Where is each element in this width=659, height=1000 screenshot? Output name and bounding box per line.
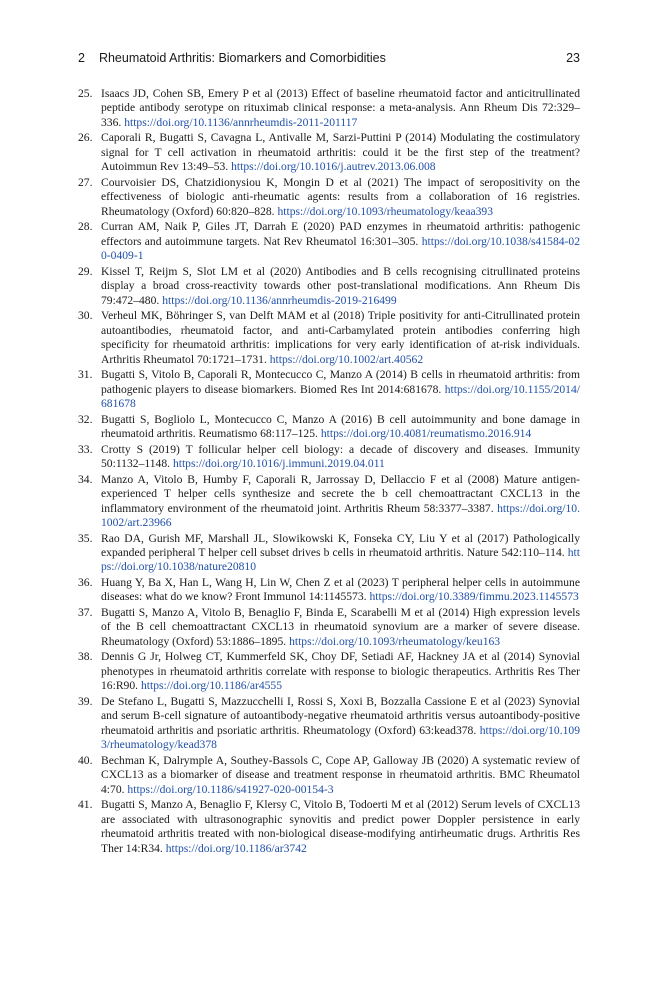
reference-item — [78, 443, 580, 472]
reference-number: 39. — [78, 694, 93, 708]
reference-item — [78, 413, 580, 442]
doi-link[interactable]: https://doi.org/10.1038/s41584-020-0409-1 — [101, 234, 580, 263]
doi-link[interactable]: https://doi.org/10.1186/ar3742 — [165, 841, 307, 855]
reference-text: Dennis G Jr, Holweg CT, Kummerfeld SK, Choy DF, Setiadi AF, Hackney JA et al (2014) Synovial phenotypes in rheumatoid arthritis correlate with response to biologic therapeutics. Arthritis Res Ther 16:R90. — [101, 650, 580, 693]
reference-item — [78, 368, 580, 411]
reference-item — [78, 650, 580, 693]
doi-link[interactable]: https://doi.org/10.1093/rheumatology/kead378 — [101, 723, 580, 752]
running-header — [78, 51, 580, 69]
doi-link[interactable]: https://doi.org/10.1093/rheumatology/keu163 — [289, 634, 501, 648]
reference-number: 29. — [78, 264, 93, 278]
reference-text: Bugatti S, Vitolo B, Caporali R, Montecucco C, Manzo A (2014) B cells in rheumatoid arthritis: from pathogenic players to disease biomarkers. Biomed Res Int 2014:681678. — [101, 368, 580, 396]
reference-number: 36. — [78, 575, 93, 589]
doi-link[interactable]: https://doi.org/10.1038/nature20810 — [101, 545, 580, 574]
reference-list — [78, 87, 580, 857]
reference-number: 34. — [78, 472, 93, 486]
reference-item — [78, 265, 580, 308]
chapter-title: Rheumatoid Arthritis: Biomarkers and Comorbidities — [98, 51, 386, 65]
reference-number: 38. — [78, 650, 93, 664]
doi-link[interactable]: https://doi.org/10.1155/2014/681678 — [101, 382, 580, 411]
reference-text: Kissel T, Reijm S, Slot LM et al (2020) Antibodies and B cells recognising citrullinated proteins display a broad cross-reactivity towards other post-translational modifications. Ann Rheum Dis 79:472–480. — [101, 264, 580, 307]
reference-item — [78, 576, 580, 605]
page-number: 23 — [566, 51, 580, 65]
chapter-number: 2 — [78, 51, 85, 65]
reference-item — [78, 532, 580, 575]
doi-link[interactable]: https://doi.org/10.1186/s41927-020-00154-3 — [127, 782, 334, 796]
reference-text: Bugatti S, Manzo A, Vitolo B, Benaglio F, Binda E, Scarabelli M et al (2014) High expression levels of the B cell chemoattractant CXCL13 in rheumatoid synovium are a marker of severe disease. Rheumatology (Oxford) 53:1886–1895. — [101, 605, 580, 648]
reference-number: 35. — [78, 531, 93, 545]
reference-item — [78, 176, 580, 219]
reference-number: 26. — [78, 131, 93, 145]
reference-text: Verheul MK, Böhringer S, van Delft MAM et al (2018) Triple positivity for anti-Citrullinated protein autoantibodies, rheumatoid factor, and anti-Carbamylated protein antibodies conferring high specificity for rheumatoid arthritis: implications for very early identification of at-risk individuals. Arthritis Rheumatol 70:1721–1731. — [101, 309, 580, 366]
reference-item — [78, 606, 580, 649]
doi-link[interactable]: https://doi.org/10.1016/j.immuni.2019.04.011 — [172, 457, 385, 471]
doi-link[interactable]: https://doi.org/10.1186/ar4555 — [140, 679, 283, 693]
doi-link[interactable]: https://doi.org/10.4081/reumatismo.2016.914 — [320, 427, 532, 441]
reference-text: Crotty S (2019) T follicular helper cell biology: a decade of discovery and diseases. Immunity 50:1132–1148. — [101, 442, 580, 471]
reference-item — [78, 87, 580, 130]
reference-item — [78, 309, 580, 367]
reference-text: Courvoisier DS, Chatzidionysiou K, Mongin D et al (2021) The impact of seropositivity on the effectiveness of biologic anti-rheumatic agents: results from a collaboration of 16 registries. Rheumatology (Oxford) 60:820–828. — [101, 175, 580, 218]
reference-number: 30. — [78, 309, 93, 323]
reference-item — [78, 220, 580, 263]
reference-item — [78, 798, 580, 856]
doi-link[interactable]: https://doi.org/10.1136/annrheumdis-2011-201117 — [124, 115, 358, 129]
reference-number: 33. — [78, 442, 93, 456]
doi-link[interactable]: https://doi.org/10.1093/rheumatology/keaa393 — [277, 204, 494, 218]
reference-text: Bechman K, Dalrymple A, Southey-Bassols C, Cope AP, Galloway JB (2020) A systematic review of CXCL13 as a biomarker of disease and treatment response in rheumatoid arthritis. BMC Rheumatol 4:70. — [101, 753, 580, 796]
reference-number: 37. — [78, 605, 93, 619]
reference-item — [78, 473, 580, 531]
reference-number: 28. — [78, 220, 93, 234]
reference-number: 41. — [78, 798, 93, 812]
reference-number: 40. — [78, 753, 93, 767]
reference-number: 32. — [78, 412, 93, 426]
reference-number: 27. — [78, 175, 93, 189]
reference-text: De Stefano L, Bugatti S, Mazzucchelli I, Rossi S, Xoxi B, Bozzalla Cassione E et al (2023) Synovial and serum B-cell signature of autoantibody-negative rheumatoid arthritis versus autoantibody-positive rheumatoid arthritis and psoriatic arthritis. Rheumatology (Oxford) 63:kead378. — [101, 694, 580, 737]
reference-text: Caporali R, Bugatti S, Cavagna L, Antivalle M, Sarzi-Puttini P (2014) Modulating the costimulatory signal for T cell activation in rheumatoid arthritis: could it be the first step of the treatment? Autoimmun Rev 13:49–53. — [101, 131, 580, 174]
doi-link[interactable]: https://doi.org/10.1002/art.40562 — [269, 352, 424, 366]
reference-number: 25. — [78, 87, 93, 100]
doi-link[interactable]: https://doi.org/10.1016/j.autrev.2013.06.008 — [231, 160, 436, 174]
reference-item — [78, 695, 580, 753]
reference-text: Bugatti S, Manzo A, Benaglio F, Klersy C, Vitolo B, Todoerti M et al (2012) Serum levels of CXCL13 are associated with ultrasonographic synovitis and predict power Doppler persistence in early rheumatoid arthritis treated with non-biological disease-modifying antirheumatic drugs. Arthritis Res Ther 14:R34. — [101, 798, 580, 855]
reference-text: Bugatti S, Bogliolo L, Montecucco C, Manzo A (2016) B cell autoimmunity and bone damage in rheumatoid arthritis. Reumatismo 68:117–125. — [101, 412, 580, 441]
doi-link[interactable]: https://doi.org/10.1002/art.23966 — [101, 501, 580, 529]
reference-text: Curran AM, Naik P, Giles JT, Darrah E (2020) PAD enzymes in rheumatoid arthritis: pathogenic effectors and autoimmune targets. Nat Rev Rheumatol 16:301–305. — [101, 220, 580, 248]
reference-text: Rao DA, Gurish MF, Marshall JL, Slowikowski K, Fonseka CY, Liu Y et al (2017) Pathologically expanded peripheral T helper cell subset drives b cells in rheumatoid arthritis. Nature 542:110–114. — [101, 531, 580, 559]
chapter-heading — [78, 51, 386, 65]
reference-text: Huang Y, Ba X, Han L, Wang H, Lin W, Chen Z et al (2023) T peripheral helper cells in autoimmune diseases: what do we know? Front Immunol 14:1145573. — [101, 575, 580, 604]
reference-text: Isaacs JD, Cohen SB, Emery P et al (2013) Effect of baseline rheumatoid factor and anticitrullinated peptide antibody serotype on rituximab clinical response: a meta-analysis. Ann Rheum Dis 72:329–336. — [101, 87, 580, 129]
doi-link[interactable]: https://doi.org/10.1136/annrheumdis-2019-216499 — [162, 293, 397, 307]
reference-text: Manzo A, Vitolo B, Humby F, Caporali R, Jarrossay D, Dellaccio F et al (2008) Mature antigen-experienced T helper cells synthesize and secrete the b cell chemoattractant CXCL13 in the inflammatory environment of the rheumatoid joint. Arthritis Rheum 58:3377–3387. — [101, 472, 580, 515]
doi-link[interactable]: https://doi.org/10.3389/fimmu.2023.1145573 — [369, 590, 579, 604]
reference-item — [78, 754, 580, 797]
reference-item — [78, 131, 580, 174]
reference-number: 31. — [78, 368, 93, 382]
